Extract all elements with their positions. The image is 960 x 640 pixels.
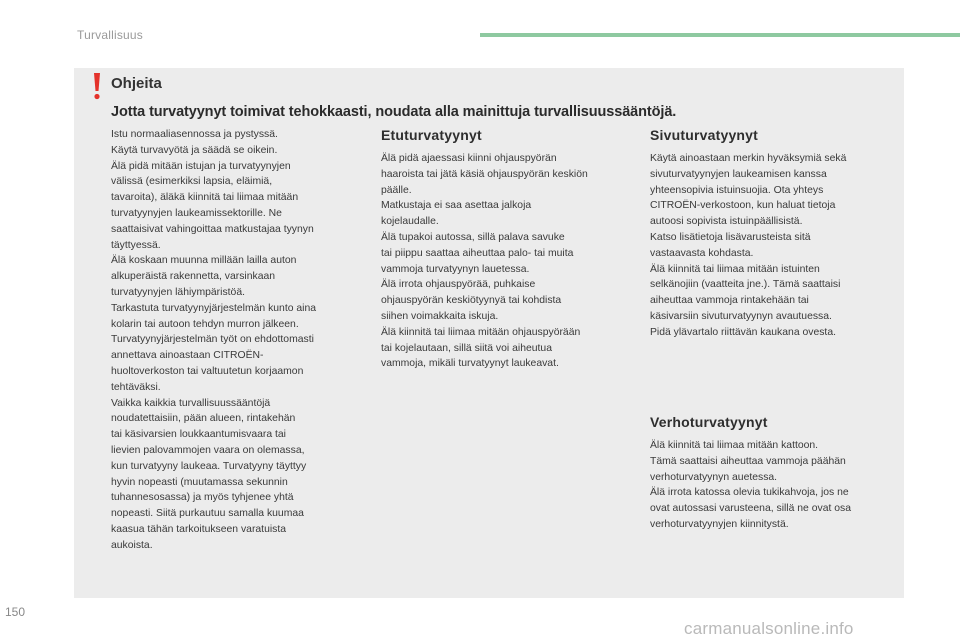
general-instructions-text: Istu normaaliasennossa ja pystyssä. Käytä turvavyötä ja säädä se oikein. Älä pidä mitään istujan ja turvatyynyjen välissä (esimerkiksi lapsia, eläimiä, tavaroita), äläkä kiinnitä tai liimaa mitään turvatyynyjen laukeamissektorille. Ne saattaisivat vahingoittaa matkustajaa tyynyn täyttyessä. Älä koskaan muunna millään lailla auton alkuperäistä rakennetta, varsinkaan turvatyynyjen lähiympäristöä. Tarkastuta turvatyynyjärjestelmän kunto aina kolarin tai autoon tehdyn murron jälkeen. Turvatyynyjärjestelmän työt on ehdottomasti annettava ainoastaan CITROËN- huoltoverkoston tai valtuutetun korjaamon tehtäväksi. Vaikka kaikkia turvallisuussääntöjä noudatettaisiin, pään alueen, rintakehän tai käsivarsien loukkaantumisvaara tai lievien palovammojen vaara on olemassa, kun turvatyyny laukeaa. Turvatyyny täyttyy hyvin nopeasti (muutamassa sekunnin tuhannesosassa) ja myös tyhjenee yhtä nopeasti. Siitä purkautuu samalla kuumaa kaasua tähän tarkoitukseen varatuista aukoista.	[111, 129, 317, 551]
header-accent-bar	[480, 33, 960, 37]
side-airbags-heading: Sivuturvatyynyt	[650, 127, 759, 143]
watermark: carmanualsonline.info	[684, 619, 854, 638]
warning-title: Ohjeita	[111, 75, 162, 92]
front-airbags-heading: Etuturvatyynyt	[381, 127, 482, 143]
curtain-airbags-text: Älä kiinnitä tai liimaa mitään kattoon. Tämä saattaisi aiheuttaa vammoja päähän verhoturvatyynyn auetessa. Älä irrota katossa olevia tukikahvoja, jos ne ovat autossasi varusteena, sillä ne ovat osa verhoturvatyynyjen kiinnitystä.	[650, 440, 852, 530]
curtain-airbags-heading: Verhoturvatyynyt	[650, 414, 768, 430]
page-number: 150	[5, 605, 26, 619]
warning-subtitle: Jotta turvatyynyt toimivat tehokkaasti, noudata alla mainittuja turvallisuussääntöjä.	[111, 104, 677, 120]
front-airbags-text: Älä pidä ajaessasi kiinni ohjauspyörän haaroista tai jätä käsiä ohjauspyörän keskiön päälle. Matkustaja ei saa asettaa jalkoja kojelaudalle. Älä tupakoi autossa, sillä palava savuke tai piippu saattaa aiheuttaa palo- tai muita vammoja turvatyynyn lauetessa. Älä irrota ohjauspyörää, puhkaise ohjauspyörän keskiötyynyä tai kohdista siihen voimakkaita iskuja. Älä kiinnitä tai liimaa mitään ohjauspyörään tai kojelautaan, sillä siitä voi aiheutua vammoja, mikäli turvatyynyt laukeavat.	[381, 153, 588, 370]
exclamation-icon	[90, 71, 104, 101]
section-title: Turvallisuus	[77, 28, 143, 42]
side-airbags-text: Käytä ainoastaan merkin hyväksymiä sekä sivuturvatyynyjen laukeamisen kanssa yhteensopivia istuinsuojia. Ota yhteys CITROËN-verkostoon, kun haluat tietoja autoosi sopivista istuinpäällisistä. Katso lisätietoja lisävarusteista sitä vastaavasta kohdasta. Älä kiinnitä tai liimaa mitään istuinten selkänojiin (vaatteita jne.). Tämä saattaisi aiheuttaa vammoja rintakehään tai käsivarsiin sivuturvatyynyn avautuessa. Pidä ylävartalo riittävän kaukana ovesta.	[650, 153, 847, 338]
